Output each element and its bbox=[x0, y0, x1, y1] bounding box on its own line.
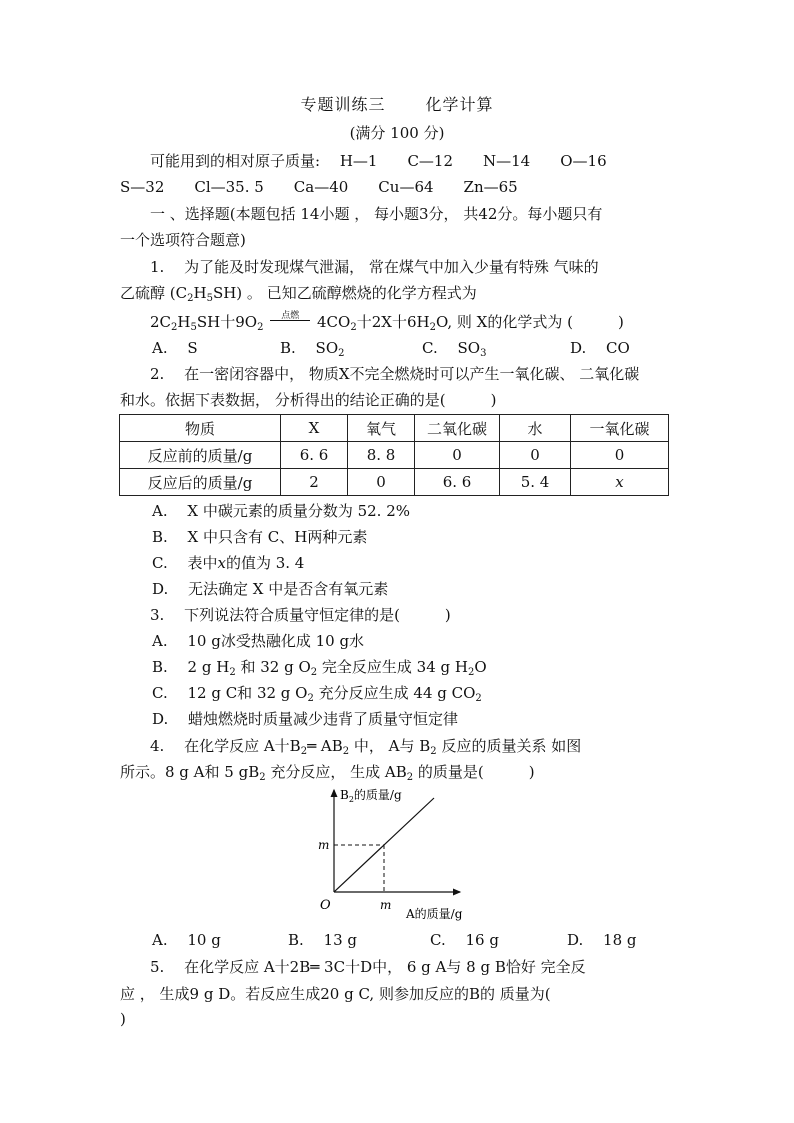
table-cell: 6. 6 bbox=[281, 442, 348, 469]
table-header-cell: X bbox=[281, 415, 348, 442]
q3-option-b: B. 2 g $H_2$ 和 32 g $O_2$ 完全反应生成 34 g $H_2O$ bbox=[152, 658, 487, 678]
q2-option-d: D. 无法确定 X 中是否含有氧元素 bbox=[152, 580, 389, 598]
table-row bbox=[120, 442, 669, 469]
mass-relation-graph bbox=[310, 782, 480, 922]
q2-stem-line-1: 2. 在一密闭容器中， 物质X不完全燃烧时可以产生一氧化碳、 二氧化碳 bbox=[150, 365, 640, 383]
q4-stem-line-1: 4. 在化学反应 A十$B_2═$ $AB_2$ 中， A与 $B_2$ 反应的质量关系 如图 bbox=[150, 737, 582, 757]
title-right: 化学计算 bbox=[425, 95, 494, 114]
table-cell: 反应后的质量/g bbox=[120, 469, 281, 496]
y-tick-label: m bbox=[318, 838, 330, 852]
q3-option-d: D. 蜡烛燃烧时质量减少违背了质量守恒定律 bbox=[152, 710, 459, 728]
table-cell: x bbox=[571, 469, 669, 496]
q2-stem-line-2: 和水。依据下表数据， 分析得出的结论正确的是( ) bbox=[120, 391, 497, 409]
table-cell: 2 bbox=[281, 469, 348, 496]
table-cell: 6. 6 bbox=[415, 469, 500, 496]
table-row bbox=[120, 469, 669, 496]
table-header-cell: 物质 bbox=[120, 415, 281, 442]
q5-stem-line-3: ) bbox=[120, 1010, 126, 1028]
origin-label: O bbox=[320, 898, 331, 913]
q1-stem-line-2: 乙硫醇 $(C_2H_5SH)$ 。 已知乙硫醇燃烧的化学方程式为 bbox=[120, 284, 477, 304]
q3-option-a: A. 10 g冰受热融化成 10 g水 bbox=[152, 632, 365, 650]
q1-option-d: D. CO bbox=[570, 339, 630, 357]
table-cell: 0 bbox=[348, 469, 415, 496]
table-header-cell: 一氧化碳 bbox=[571, 415, 669, 442]
q1-option-c: C. $SO_3$ bbox=[422, 339, 487, 359]
q3-option-c: C. 12 g C和 32 g $O_2$ 充分反应生成 44 g $CO_2$ bbox=[152, 684, 482, 704]
q4-option-c: C. 16 g bbox=[430, 931, 499, 949]
q1-option-a: A. S bbox=[152, 339, 198, 357]
reaction-arrow: 点燃 bbox=[268, 314, 312, 332]
q4-stem-line-2: 所示。8 g A和 5 $gB_2$ 充分反应， 生成 $AB_2$ 的质量是( ) bbox=[120, 763, 535, 783]
q4-option-d: D. 18 g bbox=[567, 931, 637, 949]
page-title bbox=[0, 96, 794, 114]
q1-option-b: B. $SO_2$ bbox=[280, 339, 345, 359]
atomic-mass-line-2: S—32 Cl—35. 5 Ca—40 Cu—64 Zn—65 bbox=[120, 178, 518, 196]
y-axis-label: $B_2$的质量/g bbox=[340, 788, 402, 804]
q2-option-c: C. 表中x的值为 3. 4 bbox=[152, 554, 305, 572]
table-header-cell: 氧气 bbox=[348, 415, 415, 442]
q4-option-b: B. 13 g bbox=[288, 931, 358, 949]
table-cell: 0 bbox=[500, 442, 571, 469]
q5-stem-line-2: 应 ， 生成9 g D。若反应生成20 g C, 则参加反应的B的 质量为( bbox=[120, 985, 551, 1003]
q4-option-a: A. 10 g bbox=[152, 931, 221, 949]
section-heading-cont: 一个选项符合题意) bbox=[120, 231, 246, 249]
q2-option-b: B. X 中只含有 C、H两种元素 bbox=[152, 528, 368, 546]
table-cell: 5. 4 bbox=[500, 469, 571, 496]
q1-stem-line-1: 1. 为了能及时发现煤气泄漏， 常在煤气中加入少量有特殊 气味的 bbox=[150, 258, 599, 276]
atomic-mass-line-1: 可能用到的相对原子质量: H—1 C—12 N—14 O—16 bbox=[150, 152, 607, 170]
table-header-row bbox=[120, 415, 669, 442]
mass-data-table bbox=[119, 414, 669, 496]
table-cell: 0 bbox=[415, 442, 500, 469]
table-cell: 反应前的质量/g bbox=[120, 442, 281, 469]
table-header-cell: 二氧化碳 bbox=[415, 415, 500, 442]
table-cell: 0 bbox=[571, 442, 669, 469]
x-axis-label: A的质量/g bbox=[406, 907, 463, 921]
x-tick-label: m bbox=[380, 898, 392, 912]
title-left: 专题训练三 bbox=[300, 95, 386, 114]
table-header-cell: 水 bbox=[500, 415, 571, 442]
score-note: (满分 100 分) bbox=[349, 124, 445, 142]
q5-stem-line-1: 5. 在化学反应 A十2B═ 3C十D中， 6 g A与 8 g B恰好 完全反 bbox=[150, 958, 586, 976]
q2-option-a: A. X 中碳元素的质量分数为 52. 2% bbox=[152, 502, 411, 520]
section-heading: 一 、选择题(本题包括 14小题 ， 每小题3分， 共42分。每小题只有 bbox=[150, 205, 603, 223]
q3-stem: 3. 下列说法符合质量守恒定律的是( ) bbox=[150, 606, 451, 624]
q1-equation: $2C_2H_5SH$十$9O_2$ 点燃 $4CO_2$十2X十$6H_2O$, 则 X的化学式为 ( ) bbox=[150, 311, 624, 333]
table-cell: 8. 8 bbox=[348, 442, 415, 469]
